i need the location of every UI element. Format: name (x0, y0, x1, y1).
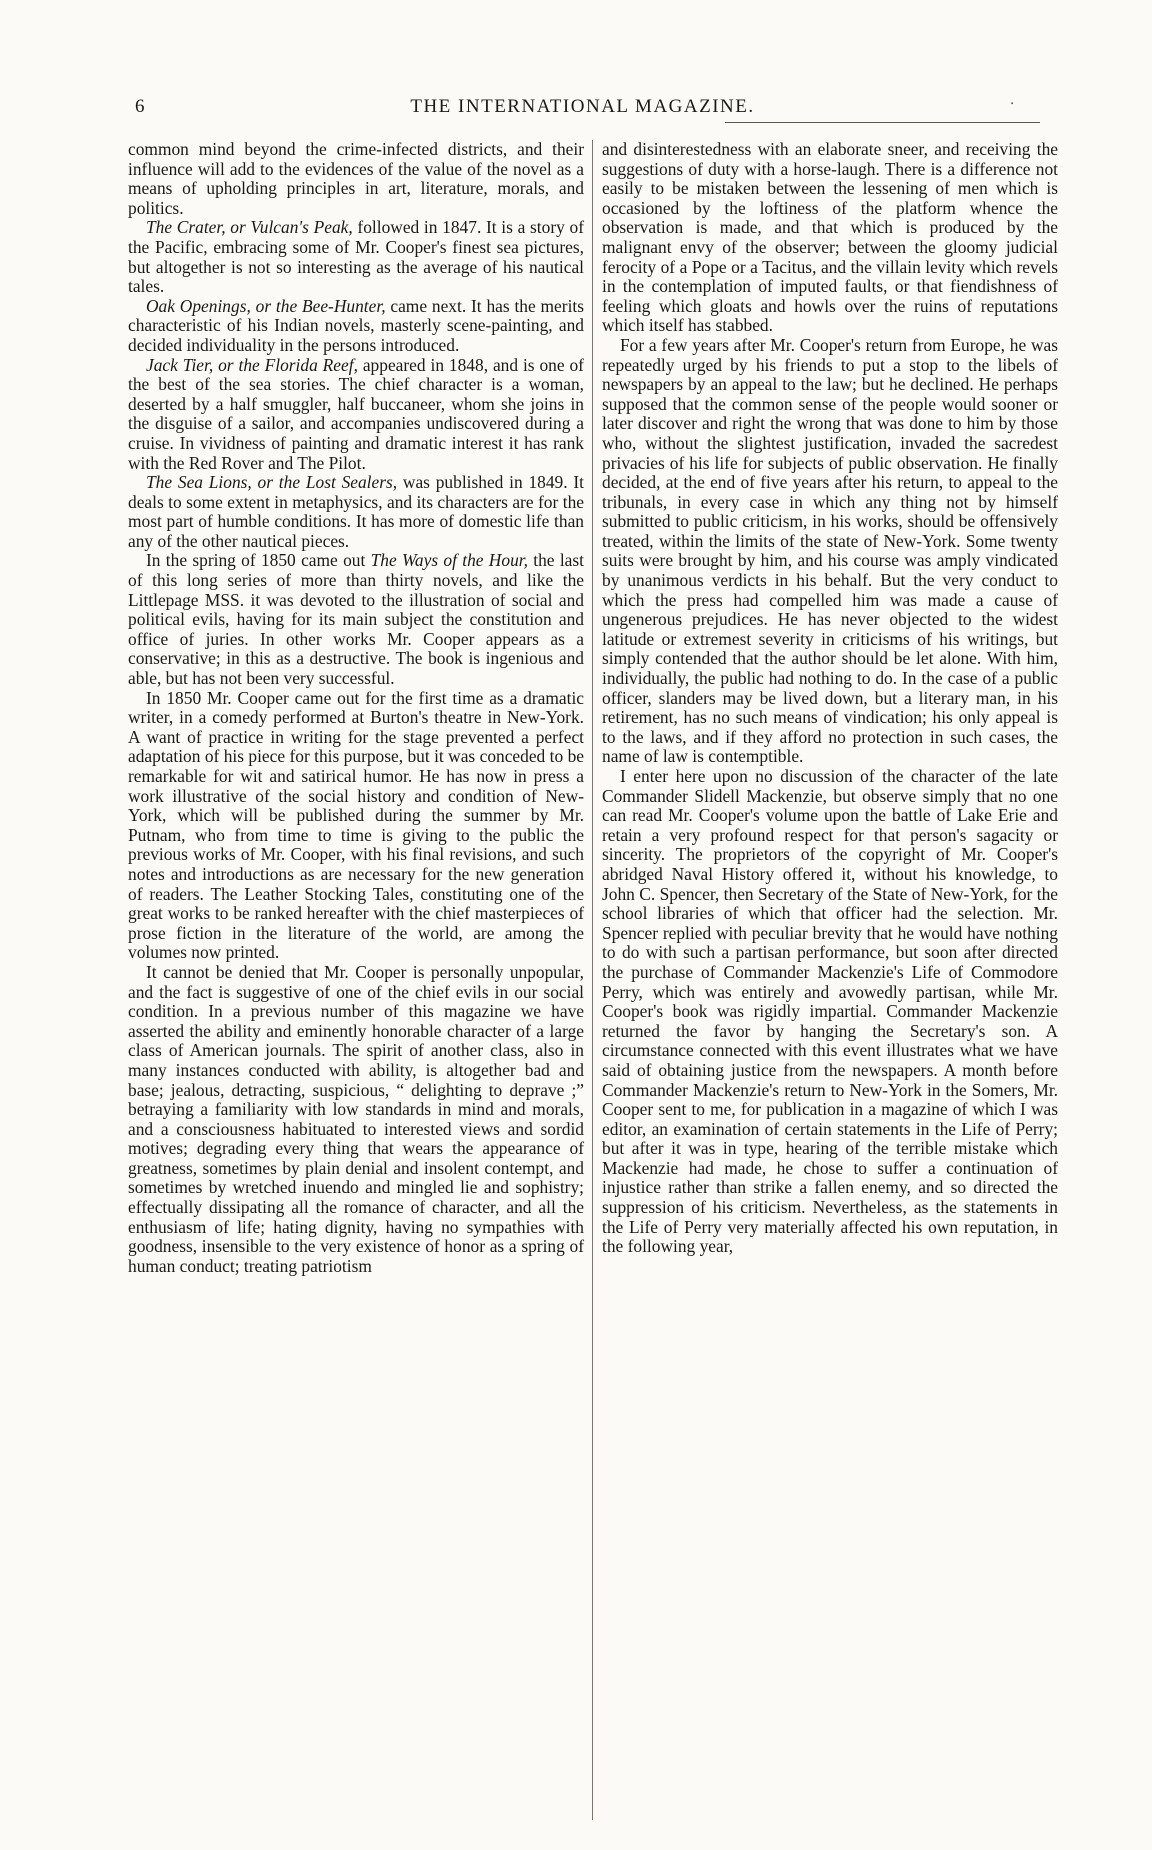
paragraph (128, 473, 584, 551)
paragraph-text: appeared in 1848, and is one of the best of the sea stories. The chief character is a woman, deserted by a half smuggler, half buccaneer, whom she joins in the disguise of a sailor, and accompanies undiscovered during a cruise. In vividness of painting and dramatic interest it has rank with the Red Rover and The Pilot. (128, 354, 584, 473)
paragraph-text: followed in 1847. It is a story of the Pacific, embracing some of Mr. Cooper's finest sea pictures, but altogether is not so interesting as the average of his nautical tales. (128, 217, 584, 297)
paragraph (128, 218, 584, 296)
paragraph-text: came next. It has the merits characteristic of his Indian novels, masterly scene-painting, and decided individuality in the persons introduced. (128, 295, 585, 355)
page-header (125, 96, 1040, 126)
paragraph-text: the last of this long series of more than thirty novels, and like the Littlepage MSS. it was devoted to the illustration of social and political evils, having for its main subject the constitution and office of juries. In other works Mr. Cooper appears as a conservative; in this as a destructive. The book is ingenious and able, but has not been very successful. (128, 550, 584, 689)
right-column (602, 140, 1058, 1830)
left-column (128, 140, 584, 1830)
paragraph (128, 356, 584, 474)
paragraph (128, 551, 584, 688)
column-divider (592, 140, 593, 1820)
running-title: THE INTERNATIONAL MAGAZINE. (410, 96, 755, 117)
paragraph: and disinterestedness with an elaborate sneer, and receiving the suggestions of duty with a horse-laugh. There is a difference not easily to be mistaken between the lessening of men which is occasioned by the loftiness of the platform whence the observation is made, and that which is produced by the malignant envy of the observer; between the gloomy judicial ferocity of a Pope or a Tacitus, and the villain levity which revels in the contemplation of imputed faults, or that fiendishness of feeling which gloats and howls over the ruins of reputations which itself has stabbed. (602, 139, 1058, 336)
header-rule (725, 122, 1040, 123)
page-number: 6 (135, 96, 145, 117)
paragraph (128, 297, 584, 356)
paragraph-text: In the spring of 1850 came out (146, 550, 371, 571)
book-title: The Sea Lions, or the Lost Sealers, (146, 472, 398, 493)
paragraph: I enter here upon no discussion of the character of the late Commander Slidell Mackenzie, but observe simply that no one can read Mr. Cooper's volume upon the battle of Lake Erie and retain a very profound respect for that person's sagacity or sincerity. The proprietors of the copyright of Mr. Cooper's abridged Naval History offered it, without his knowledge, to John C. Spencer, then Secretary of the State of New-York, for the school libraries of which that officer had the selection. Mr. Spencer replied with peculiar brevity that he would have nothing to do with such a partisan performance, but soon after directed the purchase of Commander Mackenzie's Life of Commodore Perry, which was entirely and avowedly partisan, while Mr. Cooper's book was rigidly impartial. Commander Mackenzie returned the favor by hanging the Secretary's son. A circumstance connected with this event illustrates what we have said of obtaining justice from the newspapers. A month before Commander Mackenzie's return to New-York in the Somers, Mr. Cooper sent to me, for publication in a magazine of which I was editor, an examination of certain statements in the Life of Perry; but after it was in type, hearing of the terrible mistake which Mackenzie had made, he chose to suffer a continuation of injustice rather than strike a fallen enemy, and so directed the suppression of his criticism. Nevertheless, as the statements in the Life of Perry very materially affected his own reputation, in the following year, (602, 766, 1058, 1257)
book-title: The Crater, or Vulcan's Peak, (146, 217, 353, 238)
paragraph-text: was published in 1849. It deals to some extent in metaphysics, and its characters are for the most part of humble conditions. It has more of domestic life than any of the other nautical pieces. (128, 472, 584, 551)
paragraph: common mind beyond the crime-infected districts, and their influence will add to the evidences of the value of the novel as a means of upholding principles in art, literature, morals, and politics. (128, 139, 584, 218)
paragraph: It cannot be denied that Mr. Cooper is personally unpopular, and the fact is suggestive of one of the chief evils in our social condition. In a previous number of this magazine we have asserted the ability and eminently honorable character of a large class of American journals. The spirit of another class, also in many instances conducted with ability, is altogether bad and base; jealous, detracting, suspicious, “ delighting to deprave ;” betraying a familiarity with low standards in mind and morals, and a consciousness habituated to interested views and sordid motives; degrading every thing that wears the appearance of greatness, sometimes by plain denial and insolent contempt, and sometimes by wretched inuendo and mingled lie and sophistry; effectually dissipating all the romance of character, and all the enthusiasm of life; hating dignity, having no sympathies with goodness, insensible to the very existence of honor as a spring of human conduct; treating patriotism (128, 961, 584, 1276)
paragraph: For a few years after Mr. Cooper's return from Europe, he was repeatedly urged by his friends to put a stop to the libels of newspapers by an appeal to the law; but he declined. He perhaps supposed that the common sense of the people would sooner or later discover and right the wrong that was done to him by those who, without the slightest justification, invaded the sacredest privacies of his life for subjects of public observation. He finally decided, at the end of five years after his return, to appeal to the tribunals, in every case in which any thing not by himself submitted to public criticism, in his works, should be offensively treated, within the limits of the state of New-York. Some twenty suits were brought by him, and his course was amply vindicated by unanimous verdicts in his behalf. But the very conduct to which the press had compelled him was made a cause of ungenerous prejudices. He has never objected to the widest latitude or extremest severity in criticisms of his writings, but simply contended that the author should be let alone. With him, individually, the public had nothing to do. In the case of a public officer, slanders may be lived down, but a literary man, in his retirement, has no such means of vindication; his only appeal is to the laws, and if they afford no protection in such cases, the name of law is contemptible. (602, 334, 1058, 767)
book-title: Jack Tier, or the Florida Reef, (146, 354, 358, 375)
book-title: Oak Openings, or the Bee-Hunter, (146, 295, 386, 316)
ink-speck: ⸳ (1010, 95, 1014, 110)
book-title: The Ways of the Hour, (370, 550, 528, 571)
paragraph: In 1850 Mr. Cooper came out for the first time as a dramatic writer, in a comedy performed at Burton's theatre in New-York. A want of practice in writing for the stage prevented a perfect adaptation of his piece for this purpose, but it was conceded to be remarkable for wit and satirical humor. He has now in press a work illustrative of the social history and condition of New-York, which will be published during the summer by Mr. Putnam, who from time to time is giving to the public the previous works of Mr. Cooper, with his final revisions, and such notes and introductions as are necessary for the new generation of readers. The Leather Stocking Tales, constituting one of the great works to be ranked hereafter with the chief masterpieces of prose fiction in the literature of the world, are among the volumes now printed. (128, 687, 584, 963)
